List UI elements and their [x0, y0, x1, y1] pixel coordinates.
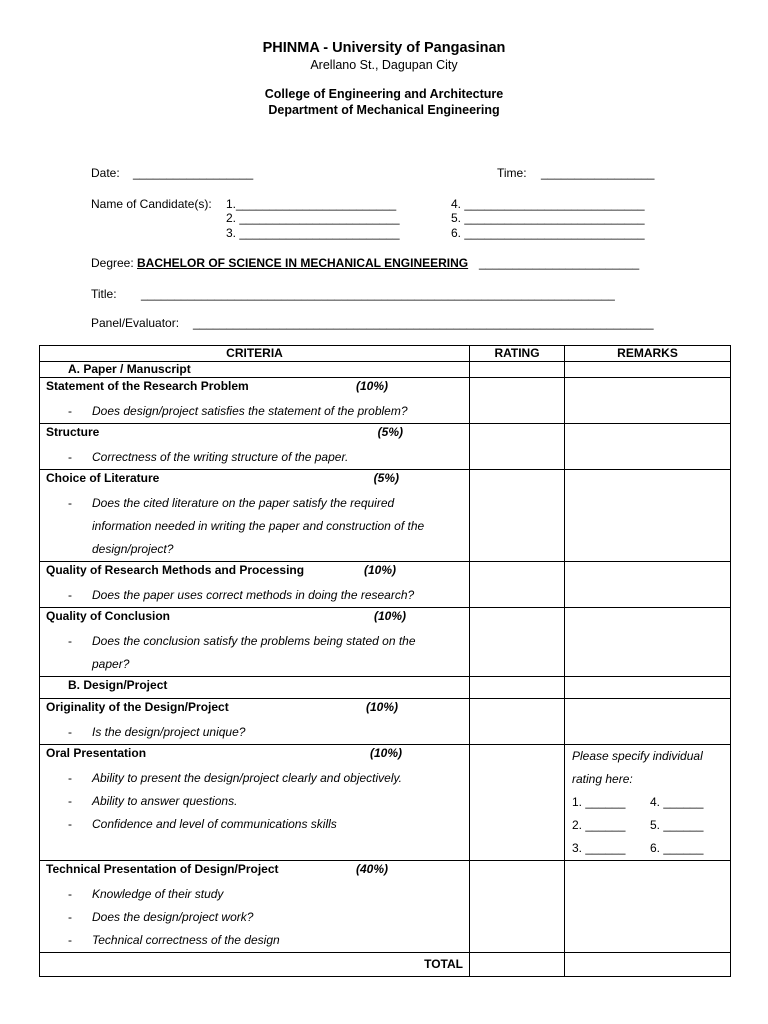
time-label: Time:	[497, 166, 527, 180]
individual-rating-note: Please specify individual rating here:	[572, 749, 703, 786]
rating-cell[interactable]	[470, 745, 565, 861]
table-header-row	[40, 346, 731, 362]
individual-rating-slot-4[interactable]: 4. ______	[650, 795, 704, 809]
criterion-question: Correctness of the writing structure of the paper.	[92, 450, 349, 464]
criterion-weight: (5%)	[373, 471, 399, 485]
candidate-field-6[interactable]: 6. ___________________________	[451, 226, 645, 240]
individual-rating-slot-3[interactable]: 3. ______	[572, 841, 626, 855]
total-label: TOTAL	[424, 957, 463, 971]
department-name: Department of Mechanical Engineering	[268, 103, 500, 117]
bullet-dash: -	[68, 634, 72, 648]
table-row	[40, 378, 731, 424]
criterion-question: Does the cited literature on the paper satisfy the required information needed in writing the paper and construction of the design/project?	[92, 496, 425, 556]
rating-cell[interactable]	[470, 470, 565, 562]
degree-line: ________________________	[479, 256, 640, 270]
date-field[interactable]: __________________	[133, 166, 254, 180]
table-row	[40, 562, 731, 608]
individual-rating-slot-1[interactable]: 1. ______	[572, 795, 626, 809]
bullet-dash: -	[68, 794, 72, 808]
remarks-cell[interactable]	[565, 861, 731, 953]
bullet-dash: -	[68, 725, 72, 739]
university-name: PHINMA - University of Pangasinan	[262, 40, 506, 56]
remarks-cell[interactable]	[565, 362, 731, 378]
criterion-question: Knowledge of their study	[92, 887, 224, 901]
panel-label: Panel/Evaluator:	[91, 316, 180, 330]
criterion-question: Does the conclusion satisfy the problems being stated on the paper?	[92, 634, 416, 671]
section-b-row	[40, 677, 731, 699]
section-a-title: A. Paper / Manuscript	[68, 362, 191, 376]
bullet-dash: -	[68, 771, 72, 785]
college-name: College of Engineering and Architecture	[264, 87, 504, 101]
criterion-question: Does the design/project work?	[92, 910, 254, 924]
criterion-title: Oral Presentation	[46, 746, 147, 760]
table-row	[40, 424, 731, 470]
university-address: Arellano St., Dagupan City	[310, 58, 458, 72]
rating-cell[interactable]	[470, 378, 565, 424]
criterion-weight: (10%)	[369, 746, 402, 760]
candidate-field-3[interactable]: 3. ________________________	[226, 226, 400, 240]
criterion-question: Confidence and level of communications skills	[92, 817, 337, 831]
criterion-title: Quality of Conclusion	[46, 609, 171, 623]
criterion-weight: (10%)	[363, 563, 396, 577]
remarks-cell[interactable]	[565, 677, 731, 699]
degree-label: Degree:	[91, 256, 134, 270]
bullet-dash: -	[68, 496, 72, 510]
rubric-table	[39, 345, 731, 977]
individual-rating-slot-6[interactable]: 6. ______	[650, 841, 704, 855]
candidates-label: Name of Candidate(s):	[91, 197, 212, 211]
title-label: Title:	[91, 287, 117, 301]
rating-cell[interactable]	[470, 677, 565, 699]
individual-rating-slot-2[interactable]: 2. ______	[572, 818, 626, 832]
criterion-question: Is the design/project unique?	[92, 725, 246, 739]
criterion-title: Statement of the Research Problem	[46, 379, 249, 393]
table-row	[40, 861, 731, 953]
date-label: Date:	[91, 166, 120, 180]
table-row	[40, 608, 731, 677]
remarks-cell[interactable]	[565, 699, 731, 745]
bullet-dash: -	[68, 588, 72, 602]
time-field[interactable]: _________________	[541, 166, 655, 180]
remarks-cell[interactable]	[565, 470, 731, 562]
candidate-field-2[interactable]: 2. ________________________	[226, 211, 400, 225]
criterion-title: Technical Presentation of Design/Project	[46, 862, 279, 876]
panel-field[interactable]: _____________________________________________________________________	[193, 316, 654, 330]
degree-value: BACHELOR OF SCIENCE IN MECHANICAL ENGINEERING	[137, 256, 469, 270]
section-b-title: B. Design/Project	[68, 678, 168, 692]
remarks-cell[interactable]	[565, 562, 731, 608]
remarks-cell[interactable]	[565, 608, 731, 677]
criterion-question: Technical correctness of the design	[92, 933, 280, 947]
criterion-question: Ability to present the design/project clearly and objectively.	[92, 771, 402, 785]
bullet-dash: -	[68, 404, 72, 418]
section-a-row	[40, 362, 731, 378]
criterion-question: Does design/project satisfies the statement of the problem?	[92, 404, 408, 418]
bullet-dash: -	[68, 910, 72, 924]
candidate-field-5[interactable]: 5. ___________________________	[451, 211, 645, 225]
criterion-weight: (40%)	[355, 862, 388, 876]
rating-cell[interactable]	[470, 424, 565, 470]
criterion-title: Choice of Literature	[46, 471, 160, 485]
criterion-weight: (10%)	[365, 700, 398, 714]
bullet-dash: -	[68, 817, 72, 831]
rating-cell[interactable]	[470, 562, 565, 608]
table-row	[40, 745, 731, 861]
criterion-title: Quality of Research Methods and Processing	[46, 563, 305, 577]
table-row	[40, 699, 731, 745]
criterion-weight: (5%)	[377, 425, 403, 439]
criteria-header: CRITERIA	[40, 346, 470, 362]
criterion-weight: (10%)	[373, 609, 406, 623]
total-remarks-cell[interactable]	[565, 953, 731, 977]
rating-cell[interactable]	[470, 699, 565, 745]
criterion-question: Does the paper uses correct methods in doing the research?	[92, 588, 415, 602]
rating-cell[interactable]	[470, 861, 565, 953]
candidate-field-4[interactable]: 4. ___________________________	[451, 197, 645, 211]
bullet-dash: -	[68, 933, 72, 947]
bullet-dash: -	[68, 450, 72, 464]
remarks-cell[interactable]	[565, 378, 731, 424]
criterion-weight: (10%)	[355, 379, 388, 393]
remarks-cell[interactable]	[565, 424, 731, 470]
criterion-title: Originality of the Design/Project	[46, 700, 229, 714]
rating-header: RATING	[470, 346, 565, 362]
total-rating-cell[interactable]	[470, 953, 565, 977]
total-row	[40, 953, 731, 977]
candidate-field-1[interactable]: 1.________________________	[226, 197, 397, 211]
individual-rating-slot-5[interactable]: 5. ______	[650, 818, 704, 832]
title-field[interactable]: _______________________________________________________________________	[141, 287, 615, 301]
table-row	[40, 470, 731, 562]
criterion-title: Structure	[46, 425, 100, 439]
remarks-header: REMARKS	[565, 346, 731, 362]
rating-cell[interactable]	[470, 362, 565, 378]
criterion-question: Ability to answer questions.	[92, 794, 238, 808]
bullet-dash: -	[68, 887, 72, 901]
rating-cell[interactable]	[470, 608, 565, 677]
